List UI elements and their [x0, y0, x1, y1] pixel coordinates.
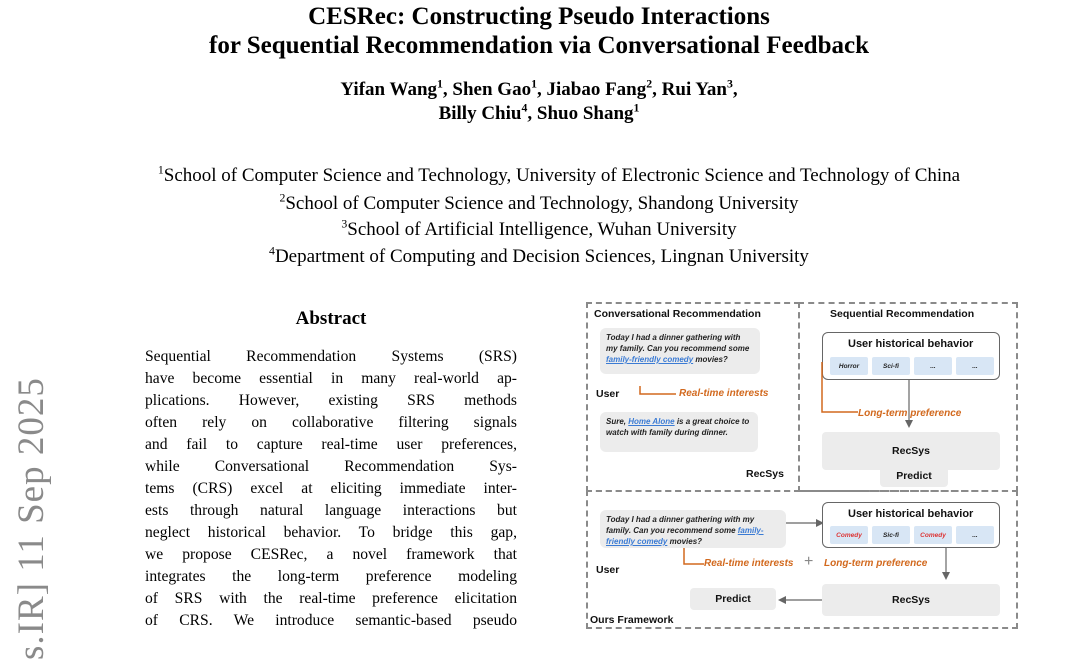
history-chip: ... — [914, 357, 952, 375]
author-affiliation-mark: 3 — [726, 77, 733, 91]
author-affiliation-mark: 1 — [633, 101, 640, 115]
paper-title-line-1: CESRec: Constructing Pseudo Interactions — [308, 3, 770, 30]
author-name: Jiabao Fang — [546, 79, 647, 100]
affiliation-4: $^4$Department of Computing and Decision Sciences, Lingnan University — [269, 244, 809, 267]
abstract-line: plications. However, existing SRS methods — [145, 392, 517, 409]
user-message-bubble-bottom: Today I had a dinner gathering with my family. Can you recommend some family-friendly comedy movies? — [600, 510, 786, 548]
abstract-line: integrates the long-term preference modeling — [145, 568, 517, 585]
plus-sign: + — [804, 553, 814, 570]
interest-link: family-friendly comedy — [606, 355, 694, 364]
history-chip: Sci-fi — [872, 357, 910, 375]
author-affiliation-mark: 4 — [521, 101, 528, 115]
abstract-line: of SRS with the real-time preference elicitation — [145, 590, 517, 607]
realtime-interests-label: Real-time interests — [679, 388, 769, 399]
crs-title: Conversational Recommendation — [594, 308, 761, 320]
arxiv-stamp: s.IR] 11 Sep 2025 — [11, 377, 52, 660]
user-label-bottom: User — [596, 564, 620, 576]
recsys-reply-bubble: Sure, Home Alone is a great choice to watch with family during dinner. — [600, 412, 758, 452]
abstract-body — [145, 346, 517, 632]
arrow-to-recsys-bottom — [940, 548, 952, 584]
arrow-history-to-recsys — [904, 380, 914, 430]
author-affiliation-mark: 1 — [531, 77, 537, 91]
longterm-preference-label-bottom: Long-term preference — [824, 558, 928, 569]
abstract-line: tems (CRS) excel at eliciting immediate inter- — [145, 480, 517, 497]
history-chip: Sic-fi — [872, 526, 910, 544]
predict-box-bottom: Predict — [690, 588, 776, 610]
srs-title: Sequential Recommendation — [830, 308, 975, 320]
abstract-line: have become essential in many real-world ap- — [145, 370, 517, 387]
recsys-box-bottom: RecSys — [822, 584, 1000, 616]
history-chip: Horror — [830, 357, 868, 375]
authors-line-2: Billy Chiu$^4$, Shuo Shang$^1$ — [438, 101, 640, 124]
author-name: Shuo Shang — [536, 103, 634, 124]
author-affiliation-mark: 2 — [646, 77, 653, 91]
realtime-connector — [638, 386, 678, 400]
framework-figure — [586, 302, 1018, 629]
arrow-message-to-history — [786, 516, 826, 530]
ours-framework-label: Ours Framework — [590, 614, 674, 626]
longterm-preference-label: Long-term preference — [858, 408, 962, 419]
abstract-line: ests through natural language interactions but — [145, 502, 517, 519]
affiliation-1: $^1$School of Computer Science and Technology, University of Electronic Science and Technology of China — [157, 163, 961, 186]
author-name: Shen Gao — [452, 79, 532, 100]
user-message-bubble: Today I had a dinner gathering with my family. Can you recommend some family-friendly comedy movies? — [600, 328, 760, 374]
affiliation-3: $^3$School of Artificial Intelligence, Wuhan University — [341, 217, 737, 240]
history-chip: ... — [956, 357, 994, 375]
abstract-line: often rely on collaborative filtering signals — [145, 414, 517, 431]
arrow-recsys-to-predict-bottom — [776, 594, 824, 606]
history-title-bottom: User historical behavior — [848, 508, 974, 520]
realtime-interests-label-bottom: Real-time interests — [704, 558, 794, 569]
recsys-label: RecSys — [746, 468, 784, 480]
user-label: User — [596, 388, 620, 400]
home-alone-link: Home Alone — [628, 417, 675, 426]
abstract-heading: Abstract — [295, 308, 367, 329]
abstract-line: and fail to capture real-time user preferences, — [145, 436, 517, 453]
affiliation-2: $^2$School of Computer Science and Technology, Shandong University — [279, 191, 799, 214]
abstract-line: while Conversational Recommendation Sys- — [145, 458, 517, 475]
history-chip: Comedy — [830, 526, 868, 544]
author-affiliation-mark: 1 — [437, 77, 443, 91]
predict-box-top: Predict — [880, 465, 948, 487]
abstract-line: Sequential Recommendation Systems (SRS) — [145, 348, 517, 365]
abstract-line: neglect historical behavior. To bridge this gap, — [145, 524, 517, 541]
author-name: Yifan Wang — [340, 79, 438, 100]
author-name: Billy Chiu — [438, 103, 522, 124]
abstract-line: of CRS. We introduce semantic-based pseudo — [145, 612, 517, 629]
authors-line-1: Yifan Wang$^1$, Shen Gao$^1$, Jiabao Fang$^2$, Rui Yan$^3$, — [340, 77, 738, 100]
history-chip: ... — [956, 526, 994, 544]
author-name: Rui Yan — [661, 79, 727, 100]
history-title-top: User historical behavior — [848, 338, 974, 350]
interest-link-bottom: family-friendly comedy — [606, 526, 764, 546]
paper-title-line-2: for Sequential Recommendation via Conversational Feedback — [209, 32, 869, 59]
abstract-line: we propose CESRec, a novel framework that — [145, 546, 517, 563]
recsys-box-top: RecSys — [822, 432, 1000, 470]
history-chip: Comedy — [914, 526, 952, 544]
